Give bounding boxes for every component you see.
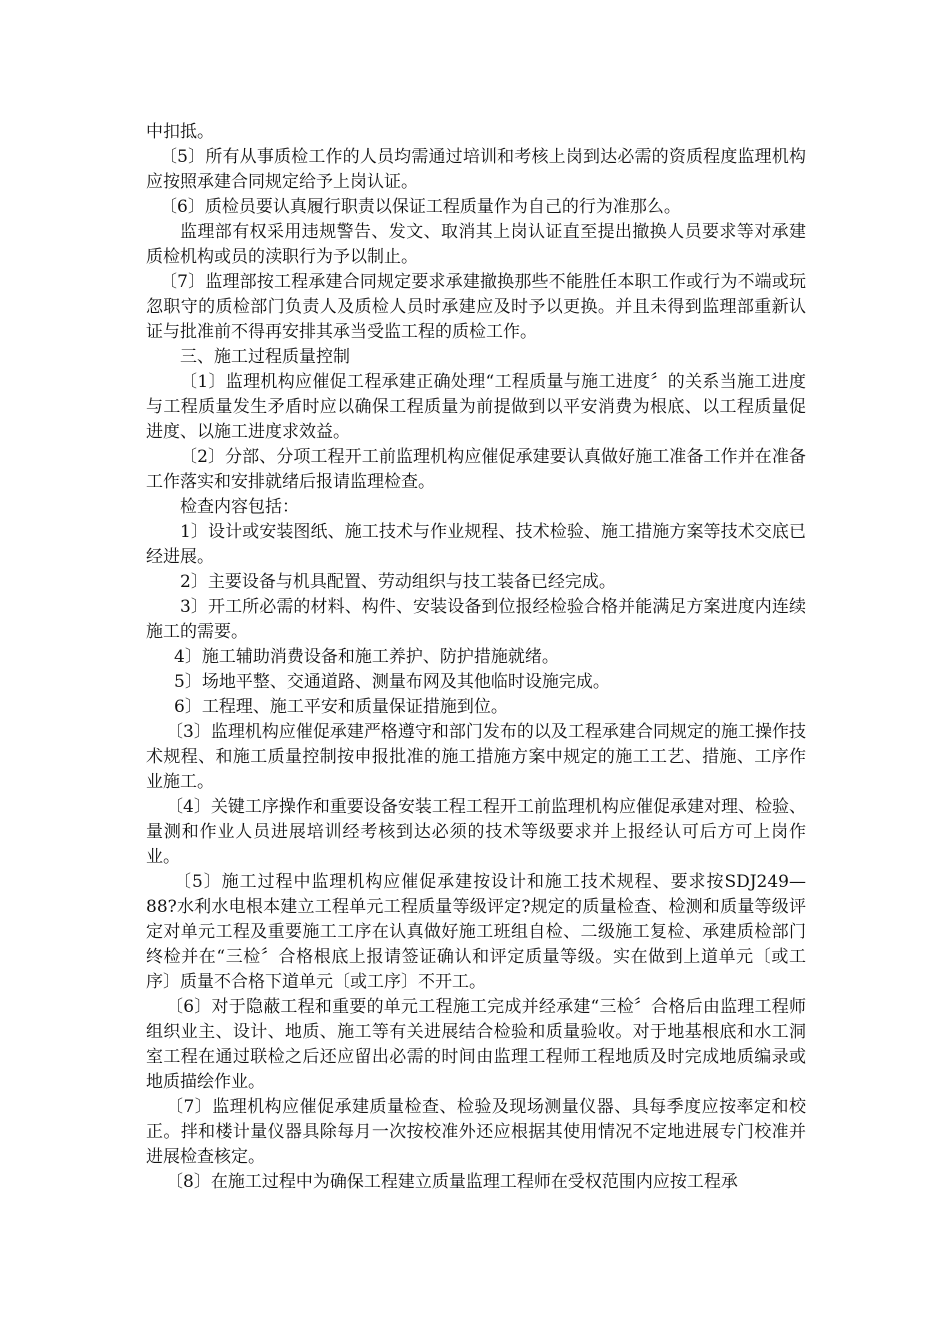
document-paragraph: 监理部有权采用违规警告、发文、取消其上岗认证直至提出撤换人员要求等对承建质检机构或员的渎职行为予以制止。 [146,222,806,267]
document-paragraph: 〔7〕监理机构应催促承建质量检查、检验及现场测量仪器、具每季度应按率定和校正。拌和楼计量仪器具除每月一次按校准外还应根据其使用情况不定地进展专门校准并进展检查核定。 [146,1097,806,1167]
document-paragraph: 〔1〕监理机构应催促工程承建正确处理“工程质量与施工进度〞的关系当施工进度与工程质量发生矛盾时应以确保工程质量为前提做到以平安消费为根底、以工程质量促进度、以施工进度求效益。 [146,372,806,442]
document-paragraph: 〔5〕所有从事质检工作的人员均需通过培训和考核上岗到达必需的资质程度监理机构应按照承建合同规定给予上岗认证。 [146,147,806,192]
document-paragraph: 4〕施工辅助消费设备和施工养护、防护措施就绪。 [174,647,559,667]
document-paragraph: 〔6〕质检员要认真履行职责以保证工程质量作为自己的行为准那么。 [160,197,681,217]
document-paragraph: 3〕开工所必需的材料、构件、安装设备到位报经检验合格并能满足方案进度内连续施工的需要。 [146,597,806,642]
document-body [146,120,806,1195]
document-paragraph: 中扣抵。 [146,122,214,142]
document-paragraph: 〔3〕监理机构应催促承建严格遵守和部门发布的以及工程承建合同规定的施工操作技术规程、和施工质量控制按申报批准的施工措施方案中规定的施工工艺、措施、工序作业施工。 [146,722,806,792]
document-paragraph: 检查内容包括： [180,497,299,517]
document-paragraph: 〔7〕监理部按工程承建合同规定要求承建撤换那些不能胜任本职工作或行为不端或玩忽职守的质检部门负责人及质检人员时承建应及时予以更换。并且未得到监理部重新认证与批准前不得再安排其承当受监工程的质检工作。 [146,272,806,342]
document-paragraph: 〔5〕施工过程中监理机构应催促承建按设计和施工技术规程、要求按SDJ249—88?水利水电根本建立工程单元工程质量等级评定?规定的质量检查、检测和质量等级评定对单元工程及重要施工工序在认真做好施工班组自检、二级施工复检、承建质检部门终检并在“三检〞合格根底上报请签证确认和评定质量等级。实在做到上道单元〔或工序〕质量不合格下道单元〔或工序〕不开工。 [146,872,806,992]
document-paragraph: 〔2〕分部、分项工程开工前监理机构应催促承建要认真做好施工准备工作并在准备工作落实和安排就绪后报请监理检查。 [146,447,806,492]
document-paragraph: 6〕工程理、施工平安和质量保证措施到位。 [174,697,508,717]
document-paragraph: 5〕场地平整、交通道路、测量布网及其他临时设施完成。 [174,672,610,692]
document-paragraph: 1〕设计或安装图纸、施工技术与作业规程、技术检验、施工措施方案等技术交底已经进展。 [146,522,806,567]
document-paragraph: 〔8〕在施工过程中为确保工程建立质量监理工程师在受权范围内应按工程承 [166,1172,738,1192]
section-heading: 三、施工过程质量控制 [180,347,350,367]
document-paragraph: 〔6〕对于隐蔽工程和重要的单元工程施工完成并经承建“三检〞合格后由监理工程师组织业主、设计、地质、施工等有关进展结合检验和质量验收。对于地基根底和水工洞室工程在通过联检之后还应留出必需的时间由监理工程师工程地质及时完成地质编录或地质描绘作业。 [146,997,806,1092]
document-paragraph: 2〕主要设备与机具配置、劳动组织与技工装备已经完成。 [180,572,616,592]
document-paragraph: 〔4〕关键工序操作和重要设备安装工程工程开工前监理机构应催促承建对理、检验、量测和作业人员进展培训经考核到达必须的技术等级要求并上报经认可后方可上岗作业。 [146,797,806,867]
